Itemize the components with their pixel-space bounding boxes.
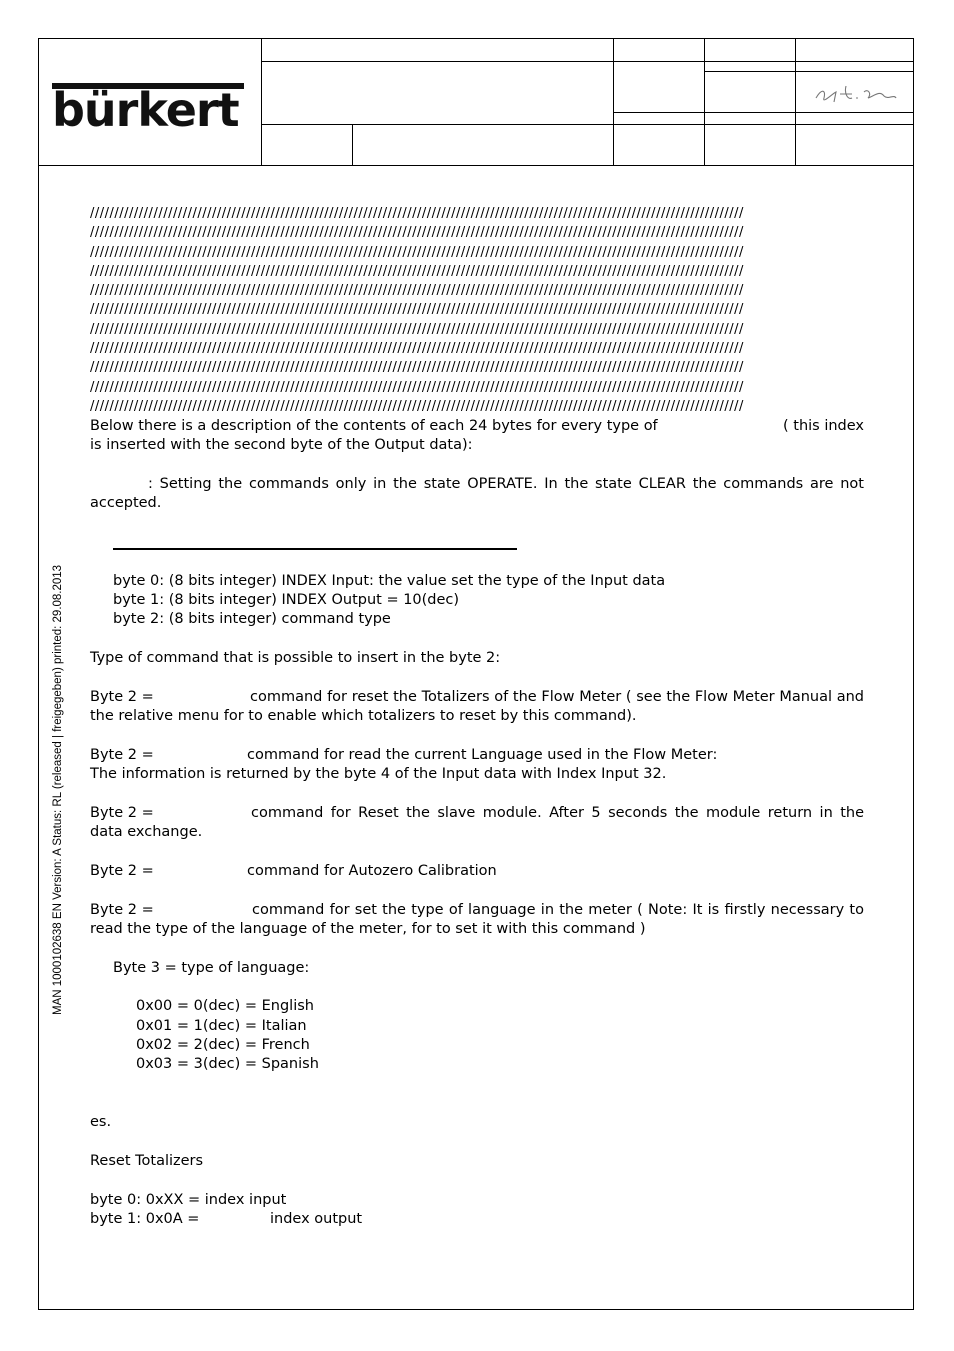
cmd5-text: command for set the type of language in the meter ( Note: It is firstly necessary to read the type of the language of the meter, for to set it with this command ) [90,902,864,938]
byte2-definition: byte 2: (8 bits integer) command type [113,611,391,627]
byte1-definition: byte 1: (8 bits integer) INDEX Output = 10(dec) [113,592,460,608]
language-item: 0x01 = 1(dec) = Italian [136,1018,307,1034]
reset-totalizers-title: Reset Totalizers [90,1153,204,1169]
cmd4-prefix: Byte 2 = [90,863,154,879]
language-item: 0x00 = 0(dec) = English [136,998,314,1014]
byte0-definition: byte 0: (8 bits integer) INDEX Input: the value set the type of the Input data [113,573,666,589]
header-small-rule-2 [613,112,914,113]
cmd3-prefix: Byte 2 = [90,805,154,821]
header-small-rule-1 [704,71,914,72]
header-divider-4 [704,38,705,166]
header-divider-3 [613,38,614,166]
slash-line: ////////////////////////////////////////////////////////////////////////////////////////////////////////////////////////////////////// [90,225,744,241]
header-divider-logo [261,38,262,166]
cmd2-prefix: Byte 2 = [90,747,154,763]
header-bottom-rule [38,165,914,166]
logo-wordmark: bürkert [52,83,239,137]
cmd2-text: command for read the current Language used in the Flow Meter: [247,747,718,763]
note-paragraph: : Setting the commands only in the state OPERATE. In the state CLEAR the commands are not accepted. [90,476,864,512]
slash-line: ////////////////////////////////////////////////////////////////////////////////////////////////////////////////////////////////////// [90,206,744,221]
header-divider-5 [795,38,796,166]
header-row-rule-1 [261,61,914,62]
example-byte0: byte 0: 0xXX = index input [90,1192,287,1208]
intro-text-b: ( this index [783,418,865,434]
slash-line: ////////////////////////////////////////////////////////////////////////////////////////////////////////////////////////////////////// [90,244,744,260]
byte3-definition: Byte 3 = type of language: [113,960,310,976]
signature-icon [812,80,900,110]
slash-line: ////////////////////////////////////////////////////////////////////////////////////////////////////////////////////////////////////// [90,263,744,279]
redacted-slash-block [90,204,835,416]
command-type-heading: Type of command that is possible to insert in the byte 2: [90,650,501,666]
header-divider-2 [352,124,353,166]
cmd4-text: command for Autozero Calibration [247,863,497,879]
language-item: 0x02 = 2(dec) = French [136,1037,310,1053]
section-heading-underline [113,548,517,550]
slash-line: ////////////////////////////////////////////////////////////////////////////////////////////////////////////////////////////////////// [90,360,744,376]
intro-text-a: Below there is a description of the contents of each 24 bytes for every type of [90,418,658,434]
slash-line: ////////////////////////////////////////////////////////////////////////////////////////////////////////////////////////////////////// [90,379,744,395]
examples-label: es. [90,1114,112,1130]
slash-line: ////////////////////////////////////////////////////////////////////////////////////////////////////////////////////////////////////// [90,321,744,337]
slash-line: ////////////////////////////////////////////////////////////////////////////////////////////////////////////////////////////////////// [90,283,744,299]
language-item: 0x03 = 3(dec) = Spanish [136,1056,319,1072]
slash-line: ////////////////////////////////////////////////////////////////////////////////////////////////////////////////////////////////////// [90,302,744,318]
burkert-logo [52,80,244,136]
cmd1-text: command for reset the Totalizers of the Flow Meter ( see the Flow Meter Manual and the relative menu for to enable which totalizers to reset by this command). [90,689,864,725]
slash-line: ////////////////////////////////////////////////////////////////////////////////////////////////////////////////////////////////////// [90,398,744,414]
document-side-note: MAN 1000102638 EN Version: A Status: RL (released | freigegeben) printed: 29.08.2013 [52,564,64,1015]
intro-text-c: is inserted with the second byte of the Output data): [90,437,473,453]
cmd5-prefix: Byte 2 = [90,902,154,918]
header-row-rule-2 [261,124,914,125]
cmd1-prefix: Byte 2 = [90,689,154,705]
example-byte1-a: byte 1: 0x0A = [90,1211,200,1227]
cmd2-line2: The information is returned by the byte 4 of the Input data with Index Input 32. [90,766,667,782]
example-byte1-b: index output [270,1211,363,1227]
cmd3-text: command for Reset the slave module. After 5 seconds the module return in the data exchange. [90,805,864,841]
slash-line: ////////////////////////////////////////////////////////////////////////////////////////////////////////////////////////////////////// [90,341,744,357]
